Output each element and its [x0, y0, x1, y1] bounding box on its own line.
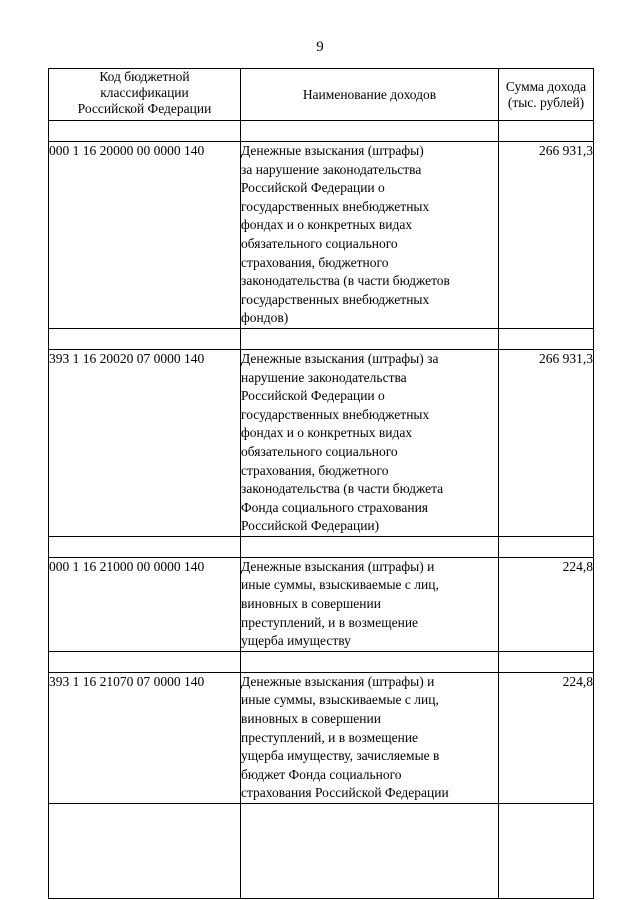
row-name-line: фондов) [241, 310, 289, 326]
row-name-line: бюджет Фонда социального [241, 766, 402, 782]
column-header-sum-line1: Сумма дохода [505, 78, 587, 94]
row-name-line: Денежные взыскания (штрафы) и [241, 673, 435, 689]
table-body [49, 121, 594, 899]
row-name [241, 349, 499, 536]
spacer-cell-code [49, 328, 241, 349]
row-name-line: преступлений, и в возмещение [241, 729, 419, 745]
row-name-line: фондах и о конкретных видах [241, 425, 413, 441]
column-header-sum-line2: (тыс. рублей) [507, 94, 585, 110]
row-name-line: за нарушение законодательства [241, 161, 422, 177]
table-spacer [49, 651, 594, 672]
income-table [48, 68, 594, 899]
row-name-line: ущерба имуществу [241, 633, 351, 649]
row-name-line: государственных внебюджетных [241, 406, 430, 422]
column-header-code [49, 69, 241, 121]
table-spacer [49, 121, 594, 142]
column-header-name: Наименование доходов [241, 69, 499, 121]
table-header [49, 69, 594, 121]
row-name-line: иные суммы, взыскиваемые с лиц, [241, 692, 439, 708]
row-code: 000 1 16 21000 00 0000 140 [49, 557, 241, 651]
spacer-cell-sum [499, 328, 594, 349]
column-header-code-line2: классификации [100, 85, 189, 100]
filler-cell-code [49, 804, 241, 899]
row-sum: 224,8 [499, 672, 594, 803]
spacer-cell-code [49, 536, 241, 557]
row-name-line: Денежные взыскания (штрафы) и [241, 558, 435, 574]
row-name-line: законодательства (в части бюджета [241, 481, 444, 497]
spacer-cell-sum [499, 536, 594, 557]
row-name-line: страхования Российской Федерации [241, 785, 449, 801]
row-code: 000 1 16 20000 00 0000 140 [49, 142, 241, 329]
row-name-line: страхования, бюджетного [241, 254, 389, 270]
spacer-cell-sum [499, 651, 594, 672]
filler-cell-sum [499, 804, 594, 899]
table-row [49, 557, 594, 651]
spacer-cell-sum [499, 121, 594, 142]
row-sum: 224,8 [499, 557, 594, 651]
spacer-cell-name [241, 121, 499, 142]
table-row [49, 672, 594, 803]
row-name-line: виновных в совершении [241, 711, 381, 727]
filler-cell-name [241, 804, 499, 899]
row-name [241, 672, 499, 803]
table-row [49, 349, 594, 536]
row-name-line: законодательства (в части бюджетов [241, 273, 450, 289]
row-name-line: виновных в совершении [241, 596, 381, 612]
row-name-line: фондах и о конкретных видах [241, 217, 413, 233]
column-header-code-line3: Российской Федерации [77, 101, 212, 116]
column-header-sum [499, 69, 594, 121]
spacer-cell-name [241, 536, 499, 557]
table-row [49, 142, 594, 329]
row-code: 393 1 16 21070 07 0000 140 [49, 672, 241, 803]
row-name-line: Российской Федерации о [241, 388, 385, 404]
row-name-line: Денежные взыскания (штрафы) за [241, 350, 439, 366]
row-name-line: нарушение законодательства [241, 369, 407, 385]
spacer-cell-name [241, 328, 499, 349]
income-table-container [48, 68, 593, 899]
row-name-line: ущерба имуществу, зачисляемые в [241, 748, 440, 764]
row-name-line: Денежные взыскания (штрафы) [241, 143, 424, 158]
row-sum: 266 931,3 [499, 142, 594, 329]
table-header-row [49, 69, 594, 121]
row-name-line: государственных внебюджетных [241, 291, 430, 307]
row-sum: 266 931,3 [499, 349, 594, 536]
row-name-line: Российской Федерации) [241, 518, 380, 534]
row-name-line: преступлений, и в возмещение [241, 614, 419, 630]
row-name-line: страхования, бюджетного [241, 462, 389, 478]
spacer-cell-code [49, 121, 241, 142]
spacer-cell-code [49, 651, 241, 672]
row-name [241, 557, 499, 651]
row-name-line: иные суммы, взыскиваемые с лиц, [241, 577, 439, 593]
row-name-line: обязательного социального [241, 235, 398, 251]
column-header-code-line1: Код бюджетной [99, 69, 190, 84]
page-number: 9 [316, 39, 324, 55]
row-name [241, 142, 499, 329]
row-name-line: Российской Федерации о [241, 180, 385, 196]
row-code: 393 1 16 20020 07 0000 140 [49, 349, 241, 536]
table-spacer [49, 536, 594, 557]
row-name-line: обязательного социального [241, 443, 398, 459]
spacer-cell-name [241, 651, 499, 672]
row-name-line: Фонда социального страхования [241, 499, 429, 515]
row-name-line: государственных внебюджетных [241, 198, 430, 214]
table-spacer [49, 328, 594, 349]
table-bottom-filler [49, 804, 594, 899]
